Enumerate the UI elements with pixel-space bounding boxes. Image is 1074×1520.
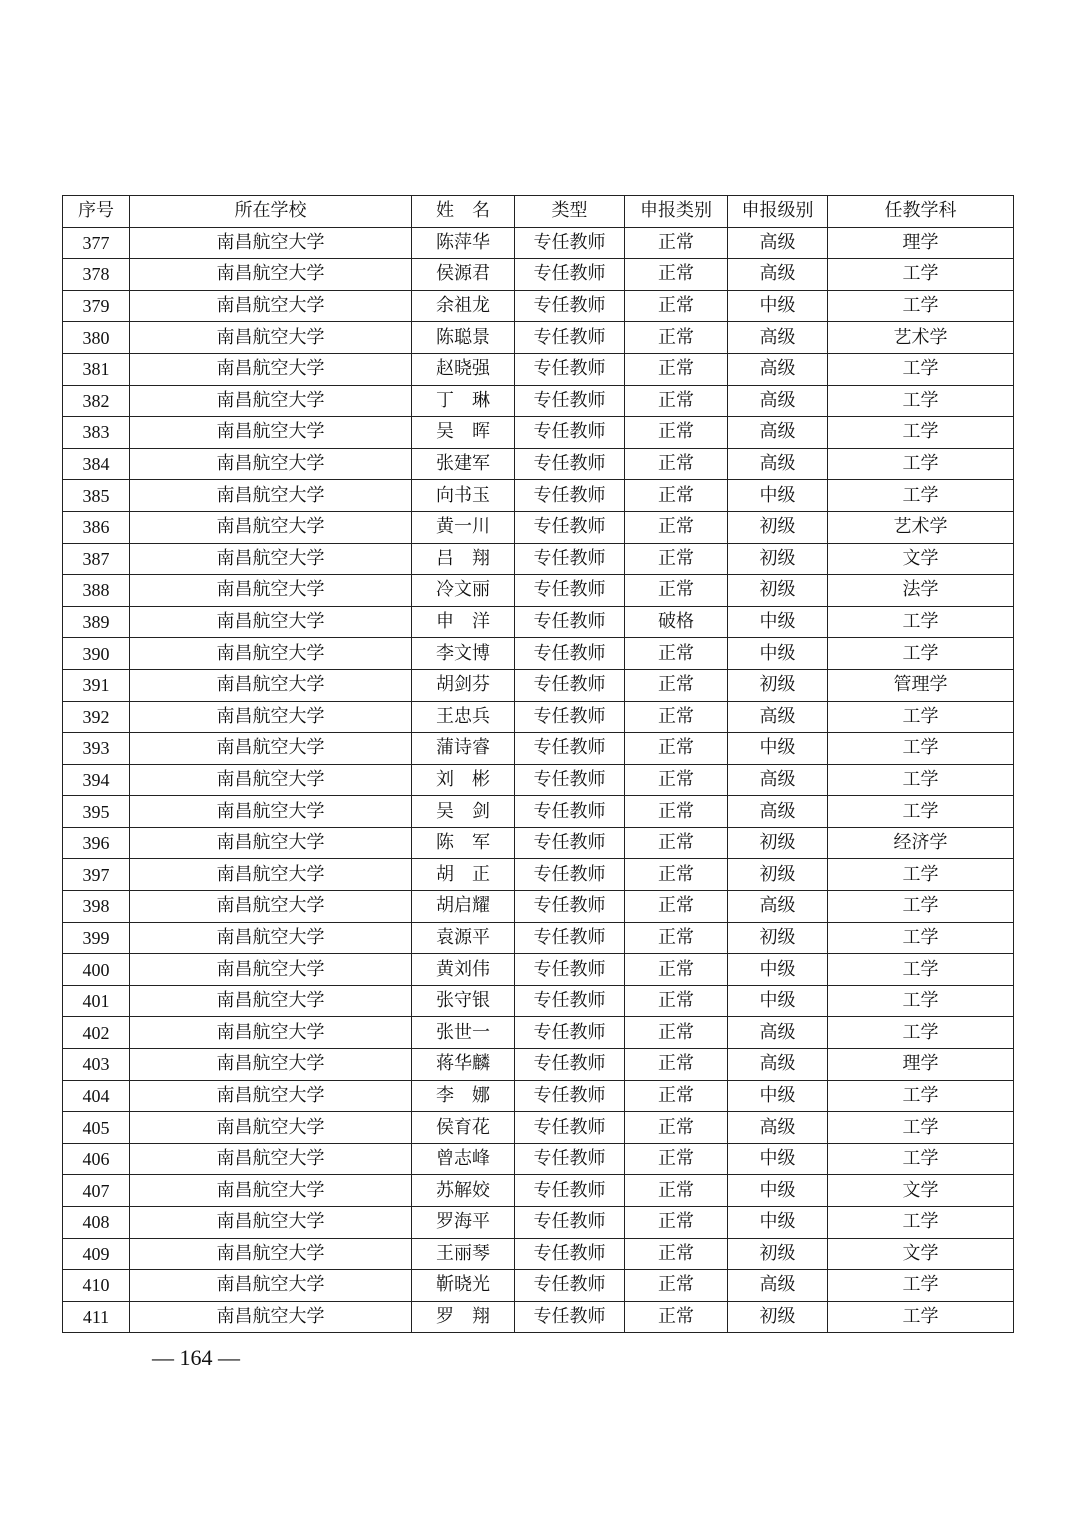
cell-type: 专任教师: [515, 796, 625, 828]
table-row: [63, 1143, 1014, 1175]
cell-index: 381: [63, 353, 130, 385]
table-row: [63, 1080, 1014, 1112]
cell-name: 曾志峰: [412, 1143, 515, 1175]
cell-index: 395: [63, 796, 130, 828]
cell-name: 李 娜: [412, 1080, 515, 1112]
cell-level: 中级: [728, 1080, 828, 1112]
cell-subject: 工学: [828, 353, 1014, 385]
cell-subject: 工学: [828, 1080, 1014, 1112]
cell-name: 黄一川: [412, 511, 515, 543]
cell-school: 南昌航空大学: [130, 1238, 412, 1270]
cell-category: 正常: [625, 1112, 728, 1144]
cell-category: 正常: [625, 701, 728, 733]
cell-level: 高级: [728, 353, 828, 385]
table-row: [63, 1017, 1014, 1049]
cell-school: 南昌航空大学: [130, 385, 412, 417]
cell-type: 专任教师: [515, 259, 625, 291]
cell-name: 王丽琴: [412, 1238, 515, 1270]
cell-category: 正常: [625, 1143, 728, 1175]
cell-subject: 工学: [828, 480, 1014, 512]
cell-type: 专任教师: [515, 543, 625, 575]
cell-category: 正常: [625, 227, 728, 259]
table-row: [63, 227, 1014, 259]
cell-type: 专任教师: [515, 1207, 625, 1239]
cell-category: 正常: [625, 764, 728, 796]
table-row: [63, 1112, 1014, 1144]
cell-type: 专任教师: [515, 227, 625, 259]
cell-level: 高级: [728, 227, 828, 259]
cell-level: 高级: [728, 1270, 828, 1302]
cell-index: 405: [63, 1112, 130, 1144]
cell-index: 406: [63, 1143, 130, 1175]
cell-index: 386: [63, 511, 130, 543]
cell-name: 苏解姣: [412, 1175, 515, 1207]
cell-index: 400: [63, 954, 130, 986]
cell-type: 专任教师: [515, 1175, 625, 1207]
cell-level: 中级: [728, 1207, 828, 1239]
cell-type: 专任教师: [515, 922, 625, 954]
cell-category: 正常: [625, 922, 728, 954]
cell-school: 南昌航空大学: [130, 417, 412, 449]
cell-subject: 理学: [828, 227, 1014, 259]
cell-index: 392: [63, 701, 130, 733]
cell-name: 张守银: [412, 985, 515, 1017]
cell-subject: 工学: [828, 985, 1014, 1017]
cell-name: 吴 剑: [412, 796, 515, 828]
cell-subject: 工学: [828, 701, 1014, 733]
cell-type: 专任教师: [515, 985, 625, 1017]
cell-type: 专任教师: [515, 1301, 625, 1333]
cell-category: 正常: [625, 669, 728, 701]
cell-level: 中级: [728, 1143, 828, 1175]
cell-index: 404: [63, 1080, 130, 1112]
cell-type: 专任教师: [515, 353, 625, 385]
cell-index: 403: [63, 1049, 130, 1081]
cell-school: 南昌航空大学: [130, 1017, 412, 1049]
cell-name: 李文博: [412, 638, 515, 670]
cell-subject: 工学: [828, 259, 1014, 291]
cell-index: 393: [63, 733, 130, 765]
cell-name: 罗 翔: [412, 1301, 515, 1333]
cell-subject: 工学: [828, 954, 1014, 986]
table-row: [63, 1238, 1014, 1270]
cell-index: 390: [63, 638, 130, 670]
cell-index: 398: [63, 891, 130, 923]
cell-level: 初级: [728, 1238, 828, 1270]
cell-name: 陈聪景: [412, 322, 515, 354]
cell-level: 初级: [728, 859, 828, 891]
cell-type: 专任教师: [515, 701, 625, 733]
cell-level: 高级: [728, 322, 828, 354]
cell-name: 吴 晖: [412, 417, 515, 449]
cell-name: 赵晓强: [412, 353, 515, 385]
table-row: [63, 796, 1014, 828]
cell-subject: 工学: [828, 638, 1014, 670]
cell-type: 专任教师: [515, 1112, 625, 1144]
cell-school: 南昌航空大学: [130, 1301, 412, 1333]
cell-type: 专任教师: [515, 480, 625, 512]
cell-category: 正常: [625, 1017, 728, 1049]
cell-subject: 工学: [828, 448, 1014, 480]
table-row: [63, 701, 1014, 733]
cell-index: 391: [63, 669, 130, 701]
cell-school: 南昌航空大学: [130, 1080, 412, 1112]
cell-name: 余祖龙: [412, 290, 515, 322]
cell-subject: 工学: [828, 1112, 1014, 1144]
cell-school: 南昌航空大学: [130, 1049, 412, 1081]
cell-school: 南昌航空大学: [130, 1175, 412, 1207]
cell-school: 南昌航空大学: [130, 638, 412, 670]
cell-school: 南昌航空大学: [130, 606, 412, 638]
table-row: [63, 859, 1014, 891]
cell-name: 蒋华麟: [412, 1049, 515, 1081]
cell-name: 陈萍华: [412, 227, 515, 259]
cell-category: 正常: [625, 796, 728, 828]
cell-subject: 工学: [828, 1017, 1014, 1049]
cell-type: 专任教师: [515, 638, 625, 670]
cell-level: 高级: [728, 417, 828, 449]
header-name: 姓 名: [412, 196, 515, 228]
cell-school: 南昌航空大学: [130, 1143, 412, 1175]
cell-category: 正常: [625, 1238, 728, 1270]
cell-index: 396: [63, 827, 130, 859]
cell-type: 专任教师: [515, 1270, 625, 1302]
cell-type: 专任教师: [515, 891, 625, 923]
cell-index: 402: [63, 1017, 130, 1049]
table-row: [63, 290, 1014, 322]
cell-type: 专任教师: [515, 385, 625, 417]
cell-index: 399: [63, 922, 130, 954]
cell-level: 高级: [728, 1112, 828, 1144]
cell-subject: 工学: [828, 290, 1014, 322]
table-row: [63, 543, 1014, 575]
cell-name: 罗海平: [412, 1207, 515, 1239]
cell-name: 丁 琳: [412, 385, 515, 417]
table-body: [63, 227, 1014, 1333]
header-category: 申报类别: [625, 196, 728, 228]
table-row: [63, 891, 1014, 923]
cell-type: 专任教师: [515, 1238, 625, 1270]
cell-category: 正常: [625, 575, 728, 607]
table-row: [63, 575, 1014, 607]
cell-category: 正常: [625, 480, 728, 512]
cell-index: 401: [63, 985, 130, 1017]
cell-name: 刘 彬: [412, 764, 515, 796]
cell-level: 初级: [728, 543, 828, 575]
table-row: [63, 1049, 1014, 1081]
cell-level: 中级: [728, 290, 828, 322]
cell-subject: 工学: [828, 606, 1014, 638]
cell-subject: 工学: [828, 733, 1014, 765]
cell-category: 正常: [625, 859, 728, 891]
cell-index: 379: [63, 290, 130, 322]
cell-type: 专任教师: [515, 1017, 625, 1049]
cell-type: 专任教师: [515, 1049, 625, 1081]
cell-name: 张建军: [412, 448, 515, 480]
cell-category: 正常: [625, 1080, 728, 1112]
cell-category: 正常: [625, 733, 728, 765]
cell-type: 专任教师: [515, 448, 625, 480]
table-row: [63, 511, 1014, 543]
cell-level: 中级: [728, 1175, 828, 1207]
table-row: [63, 764, 1014, 796]
cell-level: 初级: [728, 575, 828, 607]
cell-index: 383: [63, 417, 130, 449]
cell-category: 正常: [625, 1270, 728, 1302]
cell-level: 高级: [728, 796, 828, 828]
teacher-list-table: [62, 195, 1014, 1333]
cell-category: 正常: [625, 322, 728, 354]
cell-name: 黄刘伟: [412, 954, 515, 986]
cell-subject: 文学: [828, 1175, 1014, 1207]
cell-type: 专任教师: [515, 575, 625, 607]
cell-name: 冷文丽: [412, 575, 515, 607]
cell-name: 吕 翔: [412, 543, 515, 575]
cell-name: 张世一: [412, 1017, 515, 1049]
table-row: [63, 1270, 1014, 1302]
header-subject: 任教学科: [828, 196, 1014, 228]
header-level: 申报级别: [728, 196, 828, 228]
cell-category: 破格: [625, 606, 728, 638]
table-row: [63, 669, 1014, 701]
table-header-row: [63, 196, 1014, 228]
cell-subject: 艺术学: [828, 511, 1014, 543]
cell-category: 正常: [625, 827, 728, 859]
cell-type: 专任教师: [515, 764, 625, 796]
cell-subject: 管理学: [828, 669, 1014, 701]
cell-name: 向书玉: [412, 480, 515, 512]
cell-name: 陈 军: [412, 827, 515, 859]
cell-category: 正常: [625, 1049, 728, 1081]
cell-type: 专任教师: [515, 417, 625, 449]
cell-subject: 工学: [828, 1207, 1014, 1239]
cell-level: 初级: [728, 511, 828, 543]
table-row: [63, 448, 1014, 480]
table-row: [63, 417, 1014, 449]
cell-name: 侯源君: [412, 259, 515, 291]
cell-category: 正常: [625, 543, 728, 575]
table-row: [63, 922, 1014, 954]
cell-index: 407: [63, 1175, 130, 1207]
cell-category: 正常: [625, 511, 728, 543]
cell-name: 胡剑芬: [412, 669, 515, 701]
cell-index: 378: [63, 259, 130, 291]
cell-school: 南昌航空大学: [130, 543, 412, 575]
table-row: [63, 1175, 1014, 1207]
cell-school: 南昌航空大学: [130, 669, 412, 701]
cell-category: 正常: [625, 1207, 728, 1239]
cell-school: 南昌航空大学: [130, 1207, 412, 1239]
cell-school: 南昌航空大学: [130, 922, 412, 954]
cell-index: 388: [63, 575, 130, 607]
cell-category: 正常: [625, 290, 728, 322]
cell-index: 380: [63, 322, 130, 354]
cell-subject: 工学: [828, 859, 1014, 891]
cell-category: 正常: [625, 954, 728, 986]
table-row: [63, 954, 1014, 986]
cell-school: 南昌航空大学: [130, 575, 412, 607]
cell-school: 南昌航空大学: [130, 259, 412, 291]
cell-type: 专任教师: [515, 859, 625, 891]
cell-level: 高级: [728, 259, 828, 291]
cell-index: 397: [63, 859, 130, 891]
cell-index: 377: [63, 227, 130, 259]
cell-level: 中级: [728, 733, 828, 765]
cell-subject: 工学: [828, 796, 1014, 828]
table-row: [63, 322, 1014, 354]
cell-category: 正常: [625, 353, 728, 385]
cell-school: 南昌航空大学: [130, 480, 412, 512]
cell-name: 申 洋: [412, 606, 515, 638]
cell-school: 南昌航空大学: [130, 322, 412, 354]
cell-school: 南昌航空大学: [130, 985, 412, 1017]
cell-type: 专任教师: [515, 290, 625, 322]
cell-type: 专任教师: [515, 1080, 625, 1112]
cell-school: 南昌航空大学: [130, 1112, 412, 1144]
cell-category: 正常: [625, 385, 728, 417]
table-row: [63, 733, 1014, 765]
cell-school: 南昌航空大学: [130, 290, 412, 322]
cell-type: 专任教师: [515, 1143, 625, 1175]
cell-name: 胡启耀: [412, 891, 515, 923]
cell-subject: 法学: [828, 575, 1014, 607]
cell-level: 初级: [728, 922, 828, 954]
cell-school: 南昌航空大学: [130, 448, 412, 480]
cell-subject: 工学: [828, 1270, 1014, 1302]
cell-subject: 经济学: [828, 827, 1014, 859]
cell-type: 专任教师: [515, 669, 625, 701]
cell-school: 南昌航空大学: [130, 954, 412, 986]
cell-subject: 工学: [828, 764, 1014, 796]
cell-index: 382: [63, 385, 130, 417]
table-row: [63, 985, 1014, 1017]
table-row: [63, 1207, 1014, 1239]
cell-school: 南昌航空大学: [130, 511, 412, 543]
page-number: — 164 —: [152, 1345, 240, 1370]
cell-index: 384: [63, 448, 130, 480]
cell-subject: 工学: [828, 922, 1014, 954]
cell-level: 高级: [728, 385, 828, 417]
cell-school: 南昌航空大学: [130, 701, 412, 733]
cell-level: 高级: [728, 891, 828, 923]
cell-type: 专任教师: [515, 733, 625, 765]
cell-subject: 工学: [828, 385, 1014, 417]
cell-subject: 文学: [828, 543, 1014, 575]
cell-index: 409: [63, 1238, 130, 1270]
cell-school: 南昌航空大学: [130, 827, 412, 859]
table-row: [63, 606, 1014, 638]
cell-level: 高级: [728, 701, 828, 733]
cell-subject: 工学: [828, 1301, 1014, 1333]
cell-school: 南昌航空大学: [130, 764, 412, 796]
cell-type: 专任教师: [515, 606, 625, 638]
cell-category: 正常: [625, 259, 728, 291]
cell-name: 靳晓光: [412, 1270, 515, 1302]
cell-subject: 文学: [828, 1238, 1014, 1270]
cell-subject: 艺术学: [828, 322, 1014, 354]
cell-index: 394: [63, 764, 130, 796]
cell-name: 蒲诗睿: [412, 733, 515, 765]
table-row: [63, 480, 1014, 512]
cell-school: 南昌航空大学: [130, 227, 412, 259]
cell-school: 南昌航空大学: [130, 733, 412, 765]
cell-school: 南昌航空大学: [130, 796, 412, 828]
cell-type: 专任教师: [515, 827, 625, 859]
cell-index: 408: [63, 1207, 130, 1239]
cell-category: 正常: [625, 417, 728, 449]
header-index: 序号: [63, 196, 130, 228]
cell-level: 高级: [728, 1017, 828, 1049]
cell-name: 侯育花: [412, 1112, 515, 1144]
cell-school: 南昌航空大学: [130, 353, 412, 385]
cell-category: 正常: [625, 1301, 728, 1333]
cell-level: 初级: [728, 827, 828, 859]
cell-subject: 工学: [828, 1143, 1014, 1175]
cell-category: 正常: [625, 448, 728, 480]
cell-level: 高级: [728, 1049, 828, 1081]
cell-subject: 工学: [828, 891, 1014, 923]
cell-level: 高级: [728, 764, 828, 796]
cell-name: 胡 正: [412, 859, 515, 891]
cell-type: 专任教师: [515, 511, 625, 543]
cell-school: 南昌航空大学: [130, 891, 412, 923]
cell-school: 南昌航空大学: [130, 1270, 412, 1302]
table-row: [63, 385, 1014, 417]
cell-index: 385: [63, 480, 130, 512]
cell-category: 正常: [625, 638, 728, 670]
cell-type: 专任教师: [515, 322, 625, 354]
cell-index: 389: [63, 606, 130, 638]
cell-level: 初级: [728, 669, 828, 701]
cell-subject: 理学: [828, 1049, 1014, 1081]
cell-level: 中级: [728, 606, 828, 638]
header-school: 所在学校: [130, 196, 412, 228]
cell-level: 中级: [728, 638, 828, 670]
cell-category: 正常: [625, 891, 728, 923]
table-row: [63, 1301, 1014, 1333]
cell-index: 411: [63, 1301, 130, 1333]
cell-index: 410: [63, 1270, 130, 1302]
header-type: 类型: [515, 196, 625, 228]
cell-name: 王忠兵: [412, 701, 515, 733]
table-row: [63, 353, 1014, 385]
cell-index: 387: [63, 543, 130, 575]
cell-type: 专任教师: [515, 954, 625, 986]
cell-level: 中级: [728, 480, 828, 512]
table-row: [63, 827, 1014, 859]
cell-name: 袁源平: [412, 922, 515, 954]
cell-level: 中级: [728, 985, 828, 1017]
cell-level: 初级: [728, 1301, 828, 1333]
cell-level: 中级: [728, 954, 828, 986]
cell-school: 南昌航空大学: [130, 859, 412, 891]
table-row: [63, 259, 1014, 291]
cell-subject: 工学: [828, 417, 1014, 449]
cell-level: 高级: [728, 448, 828, 480]
cell-category: 正常: [625, 1175, 728, 1207]
table-row: [63, 638, 1014, 670]
cell-category: 正常: [625, 985, 728, 1017]
